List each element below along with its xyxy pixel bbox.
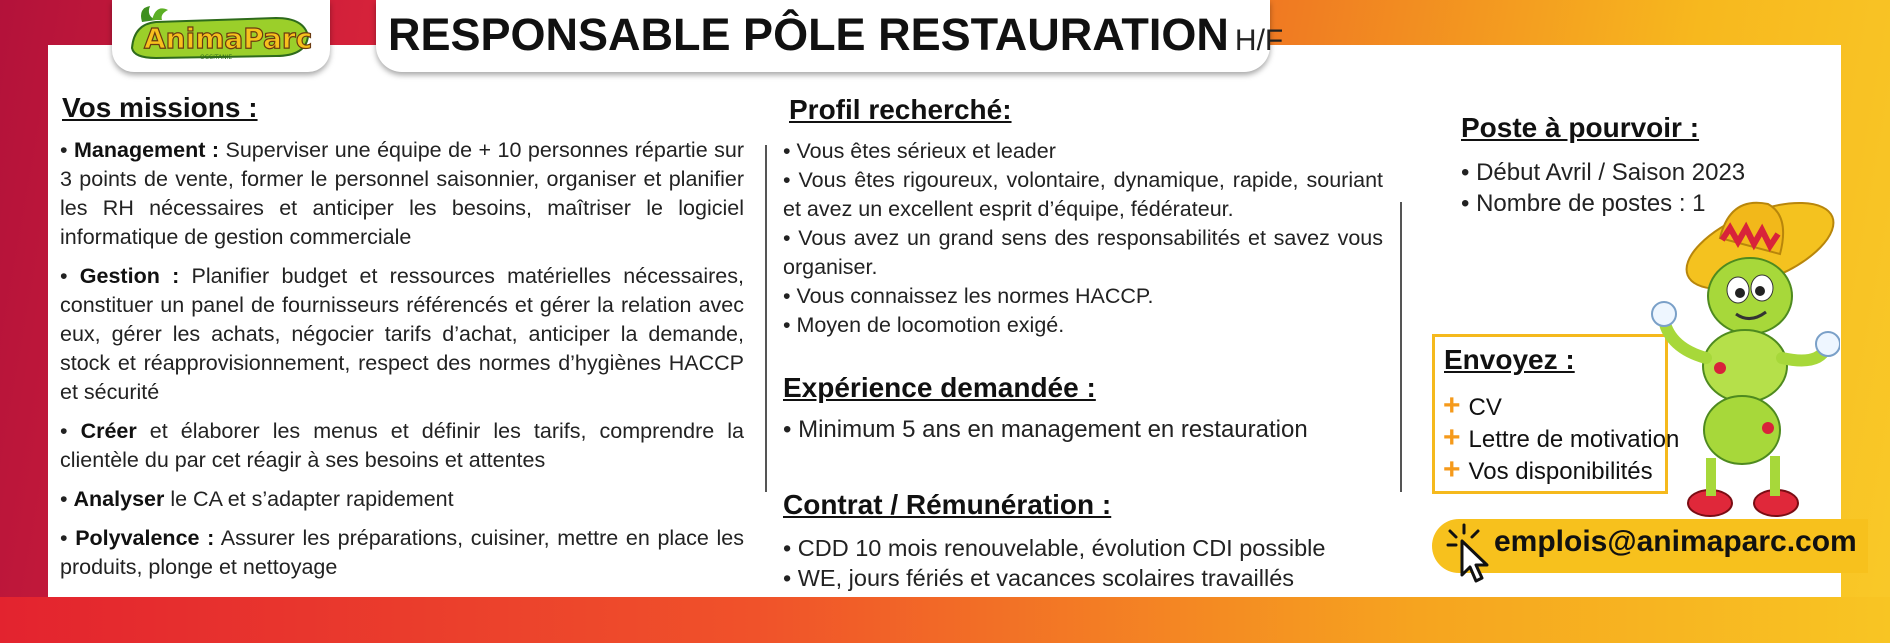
mascot-body	[1652, 258, 1840, 516]
mission-item: • Management : Superviser une équipe de + 10 personnes répartie sur 3 points de vente, former le personnel saisonnier, organiser et planifier les RH nécessaires et anticiper les besoins, maîtriser le logiciel informatique de gestion commerciale	[60, 138, 744, 249]
plus-icon: +	[1443, 453, 1461, 486]
experience-list	[783, 415, 1403, 444]
email-banner[interactable]	[1432, 519, 1868, 573]
profil-item: • Vous êtes rigoureux, volontaire, dynamique, rapide, souriant et avez un excellent esprit d’équipe, fédérateur.	[783, 168, 1383, 221]
profil-item: • Vous connaissez les normes HACCP.	[783, 284, 1154, 308]
poste-item: • Nombre de postes : 1	[1461, 190, 1706, 217]
mission-item: • Gestion : Planifier budget et ressources matérielles nécessaires, constituer un panel de fournisseurs référencés et gérer la relation avec eux, gérer les achats, négocier tarifs d’achat, anticiper la demande, stock et réapprovisionnement, respect des normes d’hygiènes HACCP et sécurité	[60, 264, 744, 404]
profil-heading: Profil recherché:	[789, 94, 1012, 125]
profil-item: • Vous êtes sérieux et leader	[783, 139, 1056, 163]
envoyez-item: + Vos disponibilités	[1443, 453, 1653, 486]
envoyez-item: + Lettre de motivation	[1443, 421, 1680, 454]
contrat-item: • CDD 10 mois renouvelable, évolution CDI possible	[783, 535, 1326, 561]
logo-wordmark: AnimaParc	[144, 22, 313, 55]
column-divider-right	[1400, 202, 1402, 492]
logo-tab	[112, 0, 330, 72]
profil-item: • Moyen de locomotion exigé.	[783, 313, 1065, 337]
contact-email-link[interactable]: emplois@animaparc.com	[1494, 525, 1857, 558]
profil-list	[783, 137, 1383, 340]
job-title-suffix: H/F	[1234, 24, 1284, 57]
contrat-heading: Contrat / Rémunération :	[783, 489, 1112, 520]
poste-heading: Poste à pourvoir :	[1461, 112, 1700, 143]
plus-icon: +	[1443, 421, 1461, 454]
mission-item: • Polyvalence : Assurer les préparations, cuisiner, mettre en place les produits, plonge et nettoyage	[60, 526, 744, 579]
missions-list	[60, 136, 744, 592]
animaparc-logo	[126, 4, 316, 64]
bottom-gradient-band	[0, 597, 1890, 643]
contrat-list	[783, 533, 1403, 593]
mascot-caterpillar	[1650, 198, 1840, 533]
job-title: RESPONSABLE PÔLE RESTAURATION	[388, 9, 1229, 60]
cursor-click-icon	[1446, 523, 1496, 587]
logo-subtitle: OCCITANIE	[200, 54, 233, 61]
title-tab	[376, 0, 1284, 72]
envoyez-box	[1432, 334, 1680, 494]
mission-item: • Analyser le CA et s’adapter rapidement	[60, 487, 454, 511]
profil-item: • Vous avez un grand sens des responsabilités et savez vous organiser.	[783, 226, 1383, 279]
mission-item: • Créer et élaborer les menus et définir les tarifs, comprendre la clientèle du par cet réagir à ses besoins et attentes	[60, 419, 744, 472]
column-divider-left	[765, 145, 767, 492]
experience-heading: Expérience demandée :	[783, 372, 1096, 403]
experience-item: • Minimum 5 ans en management en restauration	[783, 416, 1308, 443]
envoyez-item: + CV	[1443, 389, 1502, 422]
envoyez-heading: Envoyez :	[1444, 344, 1575, 375]
page-title	[388, 9, 1283, 61]
poste-item: • Début Avril / Saison 2023	[1461, 159, 1746, 186]
missions-heading: Vos missions :	[62, 92, 258, 123]
plus-icon: +	[1443, 389, 1461, 422]
contrat-item: • WE, jours fériés et vacances scolaires travaillés	[783, 565, 1295, 591]
